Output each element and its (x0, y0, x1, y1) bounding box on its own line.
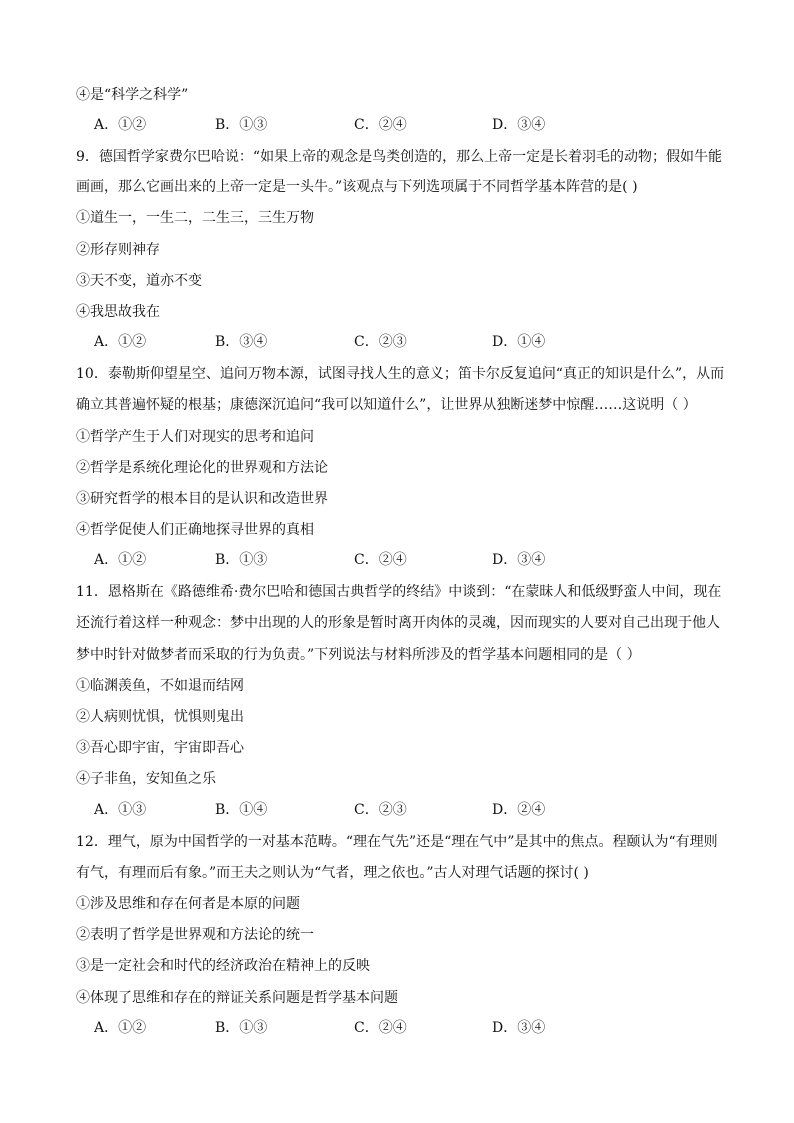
q10-option-b[interactable]: B．①③ (215, 552, 268, 568)
q8-options (94, 114, 694, 136)
q9-stem-line-2: 画画，那么它画出来的上帝一定是一头牛。”该观点与下列选项属于不同哲学基本阵营的是( ) (76, 179, 638, 195)
q9-item-4: ④我思故我在 (76, 304, 160, 320)
q9-options (94, 331, 694, 353)
q10-option-a[interactable]: A．①② (94, 552, 147, 568)
q12-item-4: ④体现了思维和存在的辩证关系问题是哲学基本问题 (76, 990, 398, 1006)
q12-item-2: ②表明了哲学是世界观和方法论的统一 (76, 927, 314, 943)
q12-option-d[interactable]: D．③④ (492, 1020, 546, 1036)
q11-item-2: ②人病则忧惧，忧惧则鬼出 (76, 709, 244, 725)
q10-item-3: ③研究哲学的根本目的是认识和改造世界 (76, 491, 328, 507)
q11-stem-line-1: 11．恩格斯在《路德维希·费尔巴哈和德国古典哲学的终结》中谈到：“在蒙昧人和低级野蛮人中间，现在 (76, 584, 722, 600)
q11-stem-line-2: 还流行着这样一种观念：梦中出现的人的形象是暂时离开肉体的灵魂，因而现实的人要对自己出现于他人 (76, 615, 720, 631)
q9-stem-line-1: 9．德国哲学家费尔巴哈说：“如果上帝的观念是鸟类创造的，那么上帝一定是长着羽毛的动物；假如牛能 (76, 149, 723, 165)
q10-stem-line-1: 10．泰勒斯仰望星空、追问万物本源，试图寻找人生的意义；笛卡尔反复追问“真正的知识是什么”，从而 (76, 366, 725, 382)
q12-option-a[interactable]: A．①② (94, 1020, 147, 1036)
q10-item-2: ②哲学是系统化理论化的世界观和方法论 (76, 460, 328, 476)
q9-item-2: ②形存则神存 (76, 242, 160, 258)
q9-item-1: ①道生一，一生二，二生三，三生万物 (76, 210, 314, 226)
q12-item-1: ①涉及思维和存在何者是本原的问题 (76, 896, 300, 912)
q9-option-c[interactable]: C．②③ (354, 334, 407, 350)
q11-item-4: ④子非鱼，安知鱼之乐 (76, 771, 216, 787)
q11-stem-line-3: 梦中时针对做梦者而采取的行为负责。”下列说法与材料所涉及的哲学基本问题相同的是（ ） (76, 647, 641, 663)
q11-option-a[interactable]: A．①③ (94, 802, 147, 818)
q11-option-b[interactable]: B．①④ (215, 802, 268, 818)
q12-stem-line-1: 12．理气，原为中国哲学的一对基本范畴。“理在气先”还是“理在气中”是其中的焦点。程颐认为“有理则 (76, 834, 718, 850)
q12-item-3: ③是一定社会和时代的经济政治在精神上的反映 (76, 958, 370, 974)
q12-option-c[interactable]: C．②④ (354, 1020, 407, 1036)
q8-option-b[interactable]: B．①③ (215, 117, 268, 133)
q8-option-a[interactable]: A．①② (94, 117, 147, 133)
q10-stem-line-2: 确立其普遍怀疑的根基；康德深沉追问“我可以知道什么”，让世界从独断迷梦中惊醒……这说明（ ） (76, 397, 697, 413)
q12-stem-line-2: 有气，有理而后有象。”而王夫之则认为“气者，理之依也。”古人对理气话题的探讨( ) (76, 865, 589, 881)
q10-option-d[interactable]: D．③④ (492, 552, 546, 568)
q11-option-d[interactable]: D．②④ (492, 802, 546, 818)
q9-option-d[interactable]: D．①④ (492, 334, 546, 350)
q9-option-b[interactable]: B．③④ (215, 334, 268, 350)
q12-options (94, 1017, 694, 1039)
q10-item-1: ①哲学产生于人们对现实的思考和追问 (76, 429, 314, 445)
q8-option-c[interactable]: C．②④ (354, 117, 407, 133)
q10-option-c[interactable]: C．②④ (354, 552, 407, 568)
q8-option-d[interactable]: D．③④ (492, 117, 546, 133)
q9-option-a[interactable]: A．①② (94, 334, 147, 350)
q9-item-3: ③天不变，道亦不变 (76, 273, 202, 289)
q11-option-c[interactable]: C．②③ (354, 802, 407, 818)
q12-option-b[interactable]: B．①③ (215, 1020, 268, 1036)
q10-item-4: ④哲学促使人们正确地探寻世界的真相 (76, 522, 314, 538)
q11-item-1: ①临渊羡鱼，不如退而结网 (76, 678, 244, 694)
q11-item-3: ③吾心即宇宙，宇宙即吾心 (76, 740, 244, 756)
q11-options (94, 799, 694, 821)
q10-options (94, 549, 694, 571)
q8-item-4: ④是“科学之科学” (76, 87, 189, 103)
